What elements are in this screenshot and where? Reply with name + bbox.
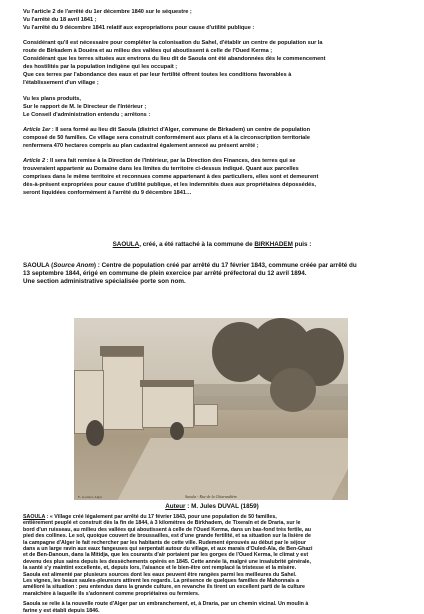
plans-line: Sur le rapport de M. le Directeur de l'Intérieur ;: [23, 104, 147, 110]
article-1-label: Article 1er: [23, 127, 51, 133]
article-2-line: trouveraient appartenir au Domaine dans les limites du territoire ci-dessus indiqué. Quant aux parcelles: [23, 166, 299, 172]
article-2-label: Article 2: [23, 158, 46, 164]
footer-line: Saoula se relie à la nouvelle route d'Alger par un embranchement, et, à Draria, par un chemin vicinal. Un moulin à: [23, 601, 309, 608]
duval-line: et de Ben-Danoun, dans la Mitidja, que les courants d'air portaient par les gorges de l'Oued Kerma, le climat y est: [23, 552, 309, 559]
duval-line: pied des collines. Le sol, quoique couvert de broussailles, est d'une grande fertilité, et sa situation sur la lisière de: [23, 533, 311, 540]
plans-line: Vu les plans produits,: [23, 96, 81, 102]
photo-publisher: E. Gouvier, Alger: [78, 495, 102, 499]
rattachement-heading: SAOULA, créé, a été rattaché à la commune de BIRKHADEM puis :: [112, 241, 312, 248]
duval-line: la campagne d'Alger le fait rechercher par les habitants de cette ville. Rudement éprouvés au début par le séjour: [23, 539, 306, 546]
considerant-line: l'établissement d'un village ;: [23, 80, 99, 86]
duval-line: dans a un large ravin aux eaux fangeuses qui serpentait autour du village, et aux marais d'Ouled-Ala, de Ben-Ghazi: [23, 546, 313, 552]
duval-line: Les vignes, les beaux saules-pleureurs attirent les regards. La présence de quelques familles de Mahonnais a: [23, 578, 300, 584]
visa-line: Vu l'article 2 de l'arrêté du 1er décembre 1840 sur le séquestre ;: [23, 9, 192, 15]
considerant-line: Considérant qu'il est nécessaire pour compléter la colonisation du Sahel, d'établir un centre de population sur la: [23, 40, 323, 46]
duval-line: bord d'un ruisseau, au milieu des vallées qui aboutissent à celle de l'Oued Kerma, dans un bas-fond très fertile, au: [23, 526, 312, 533]
article-1-line: renfermera 470 hectares compris au plan cadastral également annexé au présent arrêté ;: [23, 143, 259, 149]
photo-caption: Saoula - Rue de la Chiarandière: [185, 494, 237, 499]
considerant-line: Que ces terres par l'abondance des eaux et par leur fertilité offrent toutes les conditions favorables à: [23, 72, 292, 78]
duval-line: amélioré la situation : peu entendus dans la grande culture, en revanche ils tirent un excellent parti de la culture: [23, 584, 305, 591]
source-line: 13 septembre 1844, érigé en commune de plein exercice par arrêté préfectoral du 12 avril 1894.: [23, 270, 307, 277]
saoula-street-photo: [74, 318, 348, 500]
article-1-line: composé de 50 familles. Ce village sera construit conformément aux plans et à la circonscription territoriale: [23, 135, 310, 141]
considerant-line: des hostilités par la population indigène qui les occupait ;: [23, 64, 178, 70]
article-2-line: seront liquidées conformément à l'arrêté du 9 décembre 1841…: [23, 190, 192, 196]
article-1-line: Article 1er : Il sera formé au lieu dit Saoula (district d'Alger, commune de Birkadem) un centre de population: [23, 127, 310, 133]
author-line: Auteur : M. Jules DUVAL (1859): [165, 503, 259, 510]
duval-line: la santé s'y maintint excellente, et, depuis lors, l'aisance et le bien-être ont remplacé la tristesse et la misère.: [23, 565, 297, 572]
duval-line: Saoula est alimenté par plusieurs sources dont les eaux peuvent être rangées parmi les meilleures du Sahel.: [23, 571, 297, 578]
article-2-line: dès-à-présent expropriées pour cause d'utilité publique, et les indemnités dues aux propriétaires dépossédés,: [23, 182, 316, 188]
article-2-line: Article 2 : Il sera fait remise à la Direction de l'Intérieur, par la Direction des Finances, des terres qui se: [23, 158, 296, 164]
article-2-line: comprises dans le même territoire et reconnues comme appartenant à des particuliers, elles sont et demeurent: [23, 174, 319, 180]
visa-line: Vu l'arrêté du 9 décembre 1841 relatif aux expropriations pour cause d'utilité publique :: [23, 25, 255, 31]
visa-line: Vu l'arrêté du 18 avril 1841 ;: [23, 17, 97, 23]
considerant-line: Considérant que les terres situées aux environs du lieu dit de Saoula ont été abandonnées dès le commencement: [23, 56, 326, 62]
duval-line: devenu des plus sains depuis les dessèchements opérés en 1845. Cette année là, malgré une insalubrité générale,: [23, 558, 311, 565]
source-line: SAOULA (Source Anom) : Centre de population créé par arrêté du 17 février 1843, commune créée par arrêté du: [23, 262, 357, 269]
plans-line: Le Conseil d'administration entendu ; arrêtons :: [23, 112, 151, 118]
duval-line: SAOULA : « Village créé légalement par arrêté du 17 février 1843, pour une population de 50 familles,: [23, 514, 277, 520]
source-line: Une section administrative spécialisée porte son nom.: [23, 278, 186, 285]
duval-line: maraîchère à laquelle ils s'adonnent comme propriétaires ou fermiers.: [23, 590, 200, 597]
footer-line: farine y est établi depuis 1846.: [23, 607, 100, 614]
considerant-line: route de Birkadem à Douéra et au milieu des vallées qui aboutissent à celle de l'Oued Kerma ;: [23, 48, 273, 54]
duval-line: entièrement peuplé et construit dès la fin de 1844, à 3 kilomètres de Birkhadem, de Tixeraïn et de Draria, sur le: [23, 520, 301, 527]
